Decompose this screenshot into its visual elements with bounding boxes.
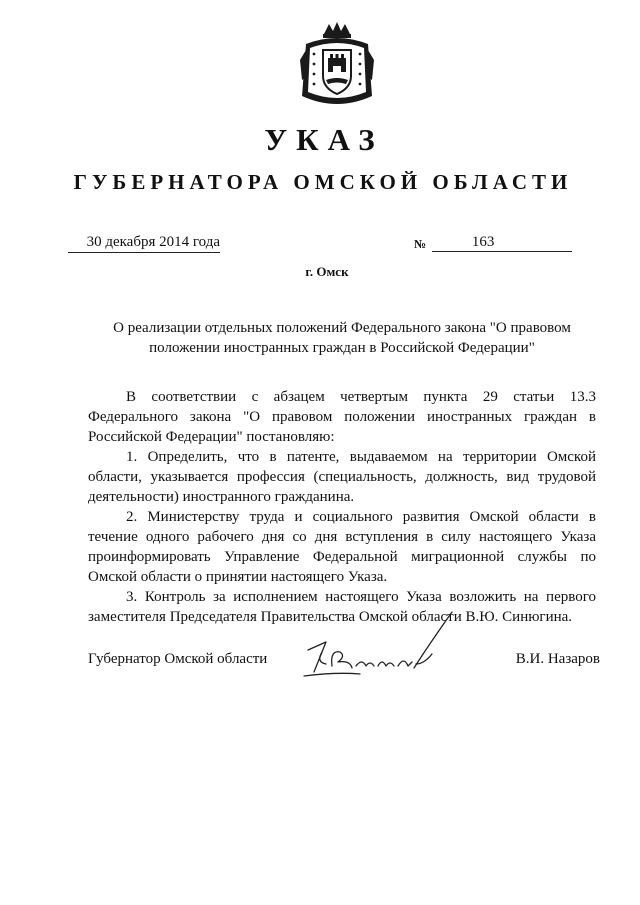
document-date: 30 декабря 2014 года	[68, 234, 220, 253]
document-number-field	[414, 234, 572, 252]
list-item: 2. Министерству труда и социального развития Омской области в течение одного рабочего дня со дня вступления в силу настоящего Указа проинформировать Управление Федеральной миграционной службы по Омской области о принятии настоящего Указа.	[88, 509, 596, 585]
list-item: 3. Контроль за исполнением настоящего Указа возложить на первого заместителя Председателя Правительства Омской области В.Ю. Синюгина.	[88, 589, 596, 625]
handwritten-signature-icon	[296, 606, 466, 682]
preamble-paragraph: В соответствии с абзацем четвертым пункта 29 статьи 13.3 Федерального закона "О правовом положении иностранных граждан в Российской Федерации" постановляю:	[88, 389, 596, 445]
list-item: 1. Определить, что в патенте, выдаваемом на территории Омской области, указывается профессия (специальность, должность, вид трудовой деятельности) иностранного гражданина.	[88, 449, 596, 505]
document-issuer: ГУБЕРНАТОРА ОМСКОЙ ОБЛАСТИ	[73, 170, 573, 194]
document-body	[88, 387, 596, 627]
document-title: УКАЗ	[264, 122, 384, 157]
document-subject: О реализации отдельных положений Федерального закона "О правовом положении иностранных граждан в Российской Федерации"	[113, 320, 571, 356]
signer-name: В.И. Назаров	[515, 651, 600, 667]
number-label: №	[414, 237, 427, 251]
document-number: 163	[432, 234, 572, 252]
document-city: г. Омск	[305, 264, 349, 279]
signer-position: Губернатор Омской области	[88, 651, 268, 667]
omsk-coat-of-arms-icon	[296, 20, 378, 110]
